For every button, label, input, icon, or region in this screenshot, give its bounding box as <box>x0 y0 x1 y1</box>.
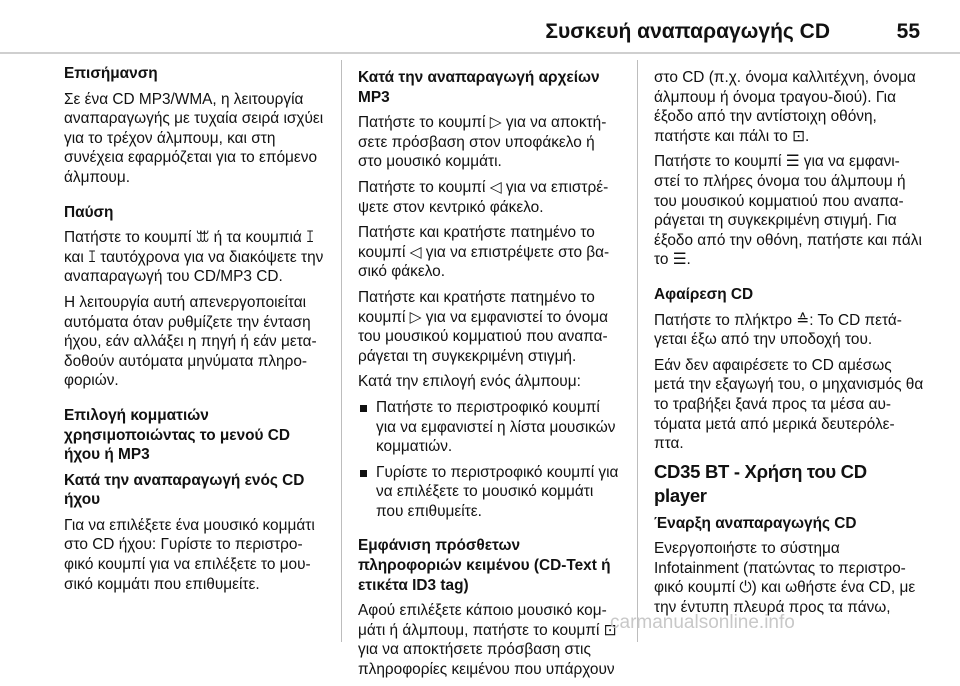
mp3-para-4: Πατήστε και κρατήστε πατημένο το κουμπί ▷ για να εμφανιστεί το όνομα του μουσικού κομματιού που αναπα-ράγεται τη συγκεκριμένη στιγμή. <box>358 288 609 365</box>
cd-text-heading: Εμφάνιση πρόσθετων πληροφοριών κειμένου (CD-Text ή ετικέτα ID3 tag) <box>358 537 611 594</box>
mp3-para-3: Πατήστε και κρατήστε πατημένο το κουμπί ◁ για να επιστρέψετε στο βα-σικό φάκελο. <box>358 224 610 281</box>
page-title: Συσκευή αναπαραγωγής CD <box>545 20 830 43</box>
pause-text: Πατήστε το κουμπί ꕭ ή τα κουμπιά ꕯ και ꕯ ταυτόχρονα για να διακόψετε την αναπαραγωγή του CD/MP3 CD. <box>64 229 324 286</box>
page-number: 55 <box>896 20 920 43</box>
mp3-para-2: Πατήστε το κουμπί ◁ για να επιστρέ-ψετε στον κεντρικό φάκελο. <box>358 178 609 216</box>
column-divider <box>341 60 342 642</box>
eject-text: Πατήστε το πλήκτρο ≙: Το CD πετά-γεται έξω από την υποδοχή του. <box>654 311 902 349</box>
list-item: Πατήστε το περιστροφικό κουμπί για να εμφανιστεί η λίστα μουσικών κομματιών. <box>358 398 622 457</box>
watermark: carmanualsonline.info <box>610 612 795 633</box>
track-select-heading: Επιλογή κομματιών χρησιμοποιώντας το μενού CD ήχου ή MP3 <box>64 406 291 464</box>
pause-heading: Παύση <box>64 203 114 221</box>
eject-text-2: Εάν δεν αφαιρέσετε το CD αμέσως μετά την εξαγωγή του, ο μηχανισμός θα το τραβήξει ξανά προς τα μέσα αυ-τόματα μετά από μερικά δευτερόλε-πτα. <box>654 356 924 453</box>
eject-heading: Αφαίρεση CD <box>654 285 754 303</box>
section-heading: CD35 BT - Χρήση του CD player <box>654 460 867 506</box>
cd-text-para: Αφού επιλέξετε κάποιο μουσικό κομ-μάτι ή άλμπουμ, πατήστε το κουμπί ⊡ για να αποκτήσετε πρόσβαση στις πληροφορίες κειμένου που υπάρχουν <box>358 602 617 679</box>
column-3 <box>654 68 924 624</box>
album-steps-list <box>358 398 622 522</box>
mp3-para-1: Πατήστε το κουμπί ▷ για να αποκτή-σετε πρόσβαση στον υποφάκελο ή στο μουσικό κομμάτι. <box>358 114 607 171</box>
track-select-subheading: Κατά την αναπαραγωγή ενός CD ήχου <box>64 471 305 509</box>
cd-text-continued: στο CD (π.χ. όνομα καλλιτέχνη, όνομα άλμπουμ ή όνομα τραγου-διού). Για έξοδο από την αντίστοιχη οθόνη, πατήστε και πάλι το ⊡. <box>654 69 916 145</box>
pause-text-2: Η λειτουργία αυτή απενεργοποιείται αυτόματα όταν ρυθμίζετε την ένταση ήχου, εάν αλλάξει η πηγή ή εάν μετα-δοθούν αυτόματα μηνύματα πληρο-φοριών. <box>64 293 317 390</box>
header-divider <box>0 52 960 54</box>
mp3-heading: Κατά την αναπαραγωγή αρχείων MP3 <box>358 69 600 106</box>
column-2 <box>358 68 622 686</box>
column-divider <box>637 60 638 642</box>
start-playback-text: Ενεργοποιήστε το σύστημα Infotainment (πατώντας το περιστρο-φικό κουμπί ⏻) και ωθήστε ένα CD, με την έντυπη πλευρά προς τα πάνω, <box>654 540 916 617</box>
mp3-para-5: Κατά την επιλογή ενός άλμπουμ: <box>358 373 581 391</box>
start-playback-heading: Έναρξη αναπαραγωγής CD <box>654 514 857 532</box>
album-name-para: Πατήστε το κουμπί ☰ για να εμφανι-στεί το πλήρες όνομα του άλμπουμ ή του μουσικού κομματιού που αναπα-ράγεται τη συγκεκριμένη στιγμή. Για έξοδο από την οθόνη, πατήστε και πάλι το ☰. <box>654 153 922 269</box>
column-1 <box>64 64 326 600</box>
note-heading: Επισήμανση <box>64 65 158 82</box>
track-select-text: Για να επιλέξετε ένα μουσικό κομμάτι στο CD ήχου: Γυρίστε το περιστρο-φικό κουμπί για να επιλέξετε το μου-σικό κομμάτι που επιθυμείτε. <box>64 516 315 593</box>
note-text: Σε ένα CD MP3/WMA, η λειτουργία αναπαραγωγής με τυχαία σειρά ισχύει για το τρέχον άλμπουμ, και στη συνέχεια εφαρμόζεται για το επόμενο άλμπουμ. <box>64 90 324 186</box>
list-item: Γυρίστε το περιστροφικό κουμπί για να επιλέξετε το μουσικό κομμάτι που επιθυμείτε. <box>358 463 622 522</box>
page-header <box>0 0 960 50</box>
